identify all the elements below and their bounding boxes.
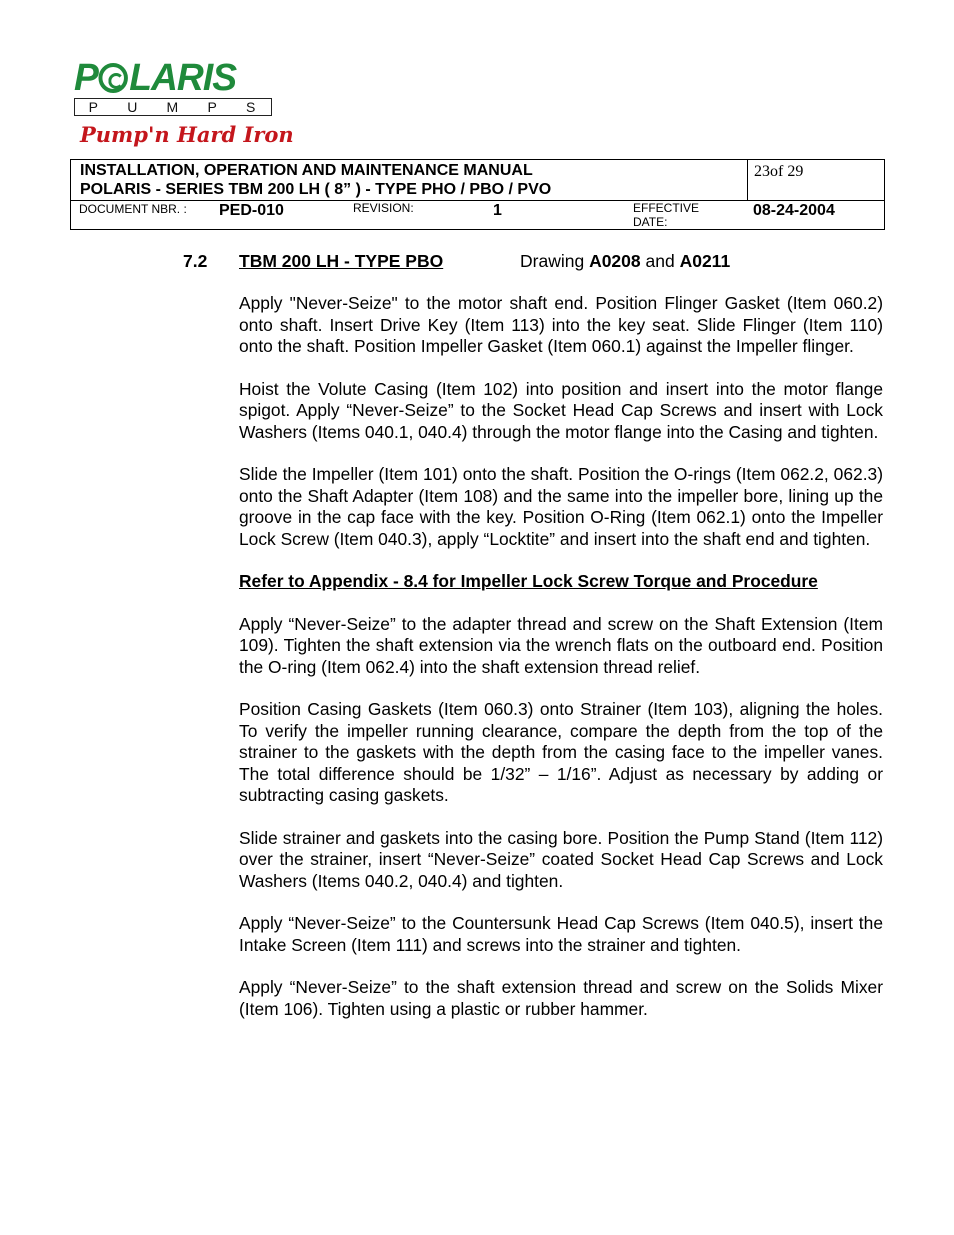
paragraph: Apply “Never-Seize” to the adapter thread and screw on the Shaft Extension (Item 109). Tighten the shaft extension via the wrench flats on the outboard end. Position the O-ring (Item 062.4) into the shaft extension thread relief. — [239, 613, 883, 677]
drawing-a: A0208 — [589, 251, 641, 271]
logo-bar-letter: M — [166, 99, 181, 115]
revision-label: REVISION: — [353, 201, 414, 215]
effective-date-label-2: DATE: — [633, 215, 668, 229]
header-divider — [747, 160, 748, 200]
effective-date-value: 08-24-2004 — [753, 202, 835, 219]
document-header-table — [70, 159, 885, 230]
revision-value: 1 — [493, 202, 502, 219]
logo-letter-p: P — [74, 57, 98, 99]
drawing-prefix: Drawing — [520, 251, 590, 271]
section-title: TBM 200 LH - TYPE PBO — [239, 251, 444, 271]
paragraph: Slide the Impeller (Item 101) onto the shaft. Position the O-rings (Item 062.2, 062.3) onto the Shaft Adapter (Item 108) and the same into the impeller bore, lining up the groove in the cap face with the key. Position O-Ring (Item 062.1) onto the Impeller Lock Screw (Item 040.3), apply “Locktite” and insert into the shaft end and tighten. — [239, 464, 883, 549]
polaris-logo — [74, 57, 294, 150]
procedure-body — [239, 293, 883, 1041]
logo-letters-laris: LARIS — [129, 57, 237, 99]
drawing-and: and — [640, 251, 680, 271]
logo-tagline: Pump'n Hard Iron — [80, 122, 294, 147]
doc-number-value: PED-010 — [219, 202, 284, 219]
drawing-b: A0211 — [679, 251, 731, 271]
section-number: 7.2 — [183, 251, 208, 271]
series-title: POLARIS - SERIES TBM 200 LH ( 8” ) - TYPE PHO / PBO / PVO — [80, 181, 552, 198]
appendix-reference: Refer to Appendix - 8.4 for Impeller Lock Screw Torque and Procedure — [239, 571, 818, 591]
paragraph: Apply “Never-Seize” to the shaft extension thread and screw on the Solids Mixer (Item 106). Tighten using a plastic or rubber hammer. — [239, 977, 883, 1019]
paragraph: Slide strainer and gaskets into the casing bore. Position the Pump Stand (Item 112) over the strainer, insert “Never-Seize” coated Socket Head Cap Screws and Lock Washers (Items 040.2, 040.4) and tighten. — [239, 827, 883, 891]
paragraph: Position Casing Gaskets (Item 060.3) onto Strainer (Item 103), aligning the holes. To verify the impeller running clearance, compare the depth from the top of the strainer to the gaskets with the depth from the casing face to the impeller vanes. The total difference should be 1/32” – 1/16”. Adjust as necessary by adding or subtracting casing gaskets. — [239, 699, 883, 805]
effective-date-label-1: EFFECTIVE — [633, 201, 700, 215]
manual-title: INSTALLATION, OPERATION AND MAINTENANCE MANUAL — [80, 162, 533, 179]
logo-wordmark — [74, 57, 268, 99]
paragraph: Apply “Never-Seize” to the Countersunk Head Cap Screws (Item 040.5), insert the Intake Screen (Item 111) and screws into the strainer and tighten. — [239, 913, 883, 955]
logo-pumps-bar — [74, 98, 272, 116]
paragraph: Hoist the Volute Casing (Item 102) into position and insert into the motor flange spigot. Apply “Never-Seize” to the Socket Head Cap Screws and insert with Lock Washers (Items 040.1, 040.4) through the motor flange into the Casing and tighten. — [239, 378, 883, 442]
logo-swirl-icon — [99, 63, 128, 93]
logo-bar-letter: P — [207, 99, 219, 115]
paragraph: Apply "Never-Seize" to the motor shaft end. Position Flinger Gasket (Item 060.2) onto shaft. Insert Drive Key (Item 113) into the key seat. Slide Flinger (Item 110) onto the shaft. Position Impeller Gasket (Item 060.1) against the Impeller flinger. — [239, 293, 883, 356]
logo-bar-letter: U — [127, 99, 140, 115]
page-number: 23of 29 — [754, 163, 804, 180]
logo-bar-letter: P — [88, 99, 100, 115]
drawing-reference — [520, 251, 730, 271]
doc-number-label: DOCUMENT NBR. : — [79, 202, 187, 216]
logo-bar-letter: S — [246, 99, 258, 115]
